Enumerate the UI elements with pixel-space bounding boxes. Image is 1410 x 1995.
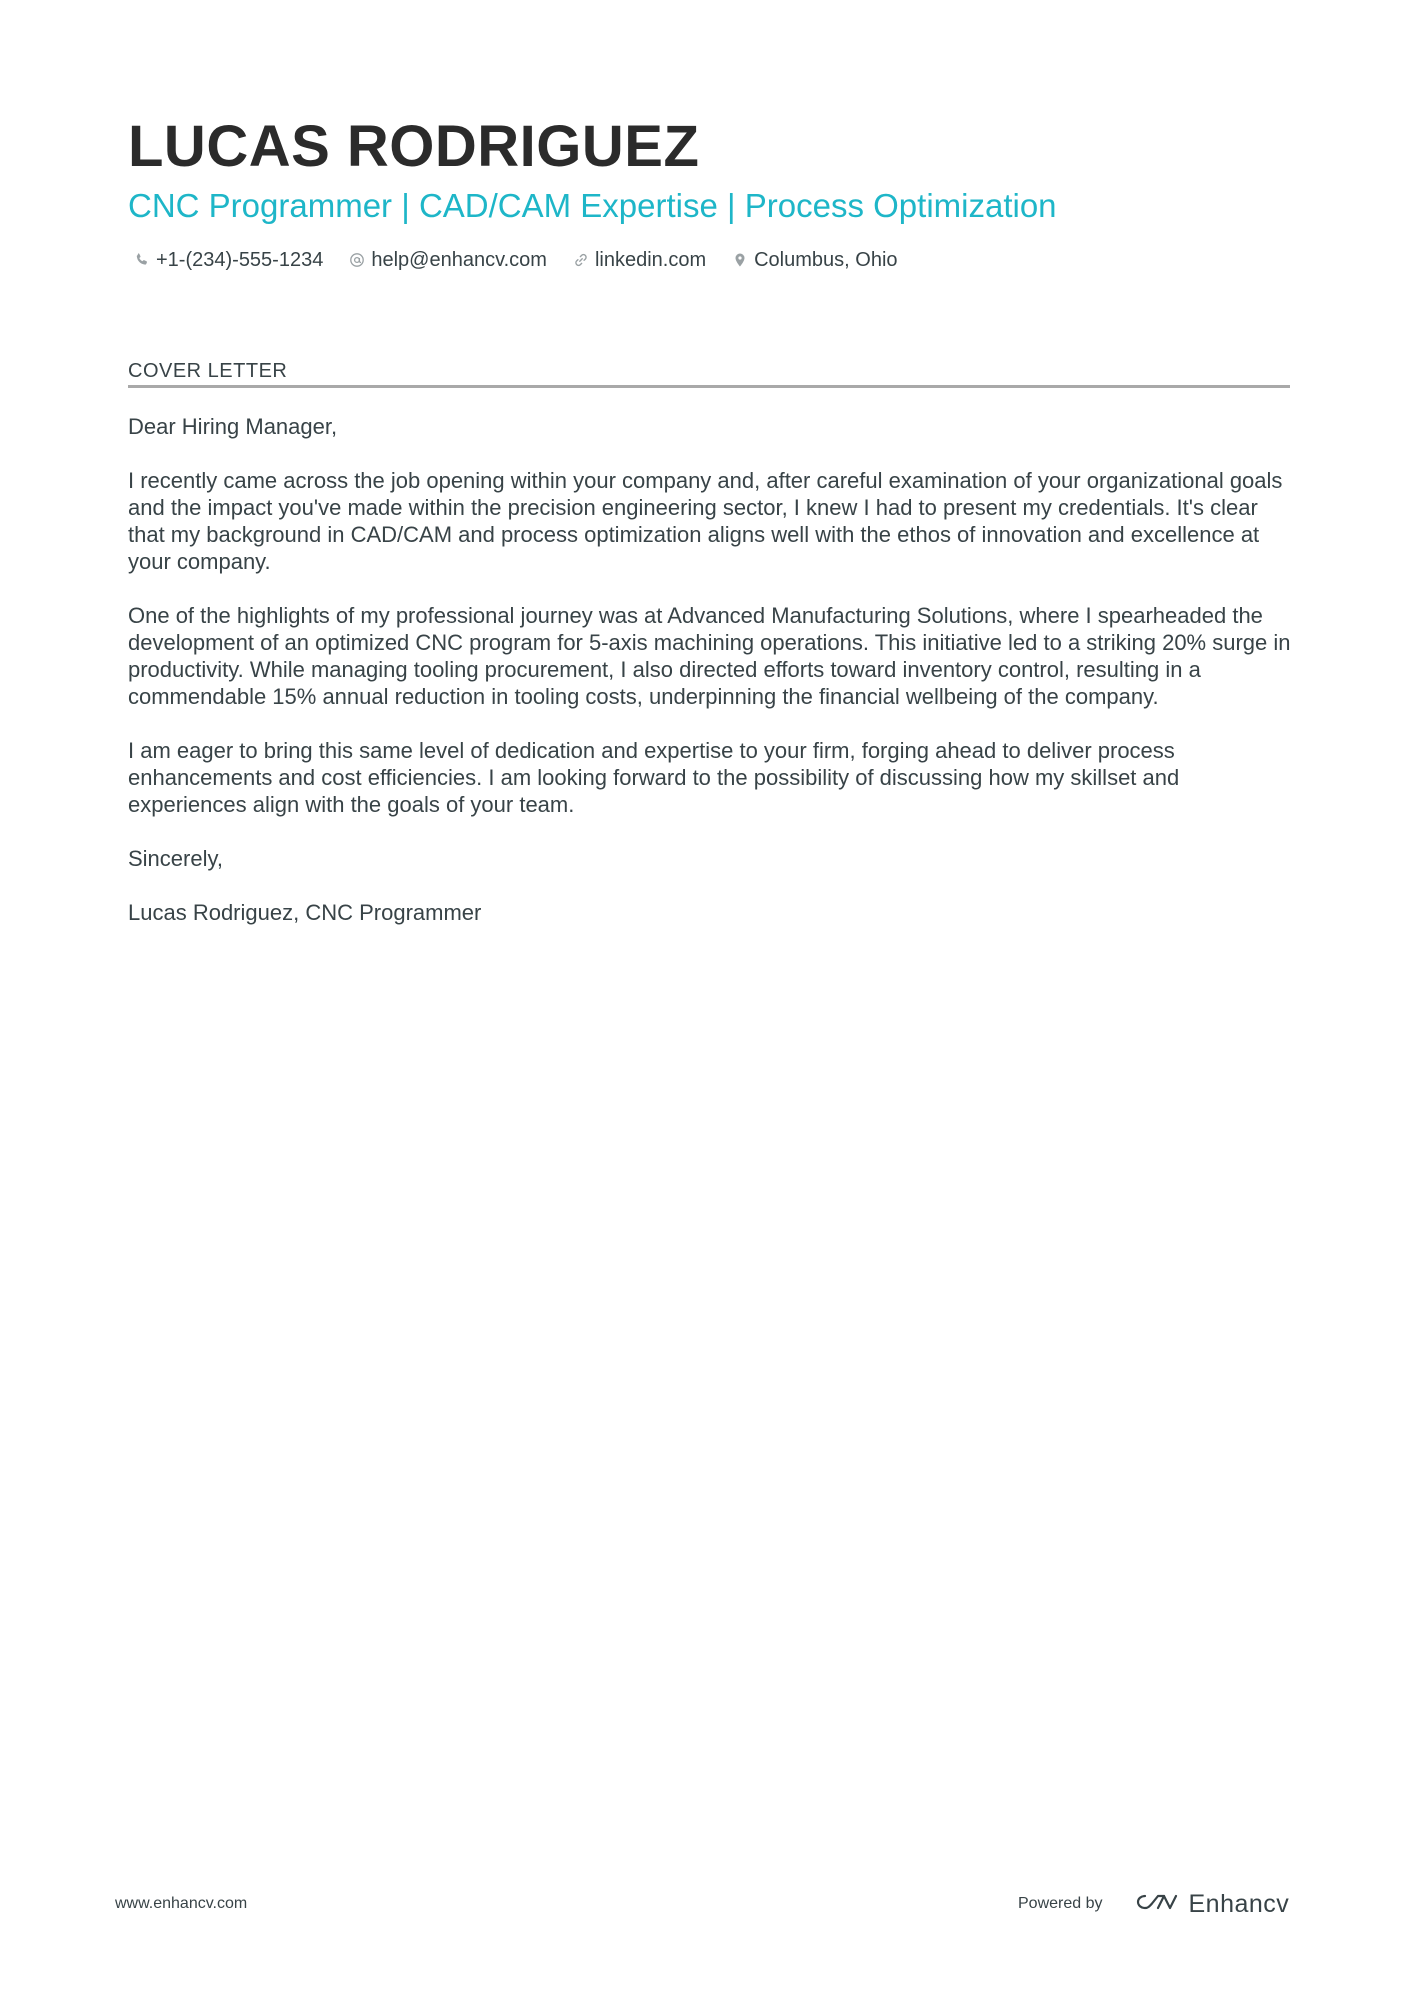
contact-link[interactable] [573, 249, 706, 272]
contact-location [732, 249, 897, 272]
contact-phone [134, 249, 323, 272]
letter-salutation: Dear Hiring Manager, [128, 414, 338, 439]
at-icon [349, 252, 365, 268]
phone-icon [134, 252, 150, 268]
contact-link-text[interactable]: linkedin.com [594, 248, 707, 271]
letter-body [128, 413, 1298, 953]
footer-branding [1018, 1887, 1289, 1921]
section-title: COVER LETTER [128, 360, 288, 382]
brand-name: Enhancv [1188, 1889, 1290, 1918]
candidate-name: LUCAS RODRIGUEZ [128, 114, 700, 179]
contact-phone-text: +1-(234)-555-1234 [156, 248, 324, 271]
footer-website[interactable]: www.enhancv.com [115, 1895, 248, 1912]
letter-paragraph: One of the highlights of my professional journey was at Advanced Manufacturing Solutions, where I spearheaded the development of an optimized CNC program for 5-axis machining operations. This initiative led to a striking 20% surge in productivity. While managing tooling procurement, I also directed efforts toward inventory control, resulting in a commendable 15% annual reduction in tooling costs, underpinning the financial wellbeing of the company. [128, 603, 1291, 709]
letter-paragraph: I am eager to bring this same level of dedication and expertise to your firm, forging ahead to deliver process enhancements and cost efficiencies. I am looking forward to the possibility of discussing how my skillset and experiences align with the goals of your team. [128, 738, 1180, 817]
powered-by-label: Powered by [1018, 1895, 1103, 1912]
letter-paragraph: I recently came across the job opening within your company and, after careful examination of your organizational goals and the impact you've made within the precision engineering sector, I knew I had to present my credentials. It's clear that my background in CAD/CAM and process optimization aligns well with the ethos of innovation and excellence at your company. [128, 468, 1283, 574]
contact-email[interactable] [349, 249, 547, 272]
link-icon [573, 252, 589, 268]
location-pin-icon [732, 252, 748, 268]
contact-email-text[interactable]: help@enhancv.com [371, 248, 547, 271]
candidate-headline: CNC Programmer | CAD/CAM Expertise | Process Optimization [128, 187, 1057, 224]
section-divider [128, 385, 1290, 388]
letter-signature: Lucas Rodriguez, CNC Programmer [128, 900, 482, 925]
letter-closing: Sincerely, [128, 846, 223, 871]
contact-bar [134, 244, 924, 276]
contact-location-text: Columbus, Ohio [754, 248, 898, 271]
enhancv-logo-icon [1131, 1890, 1189, 1919]
